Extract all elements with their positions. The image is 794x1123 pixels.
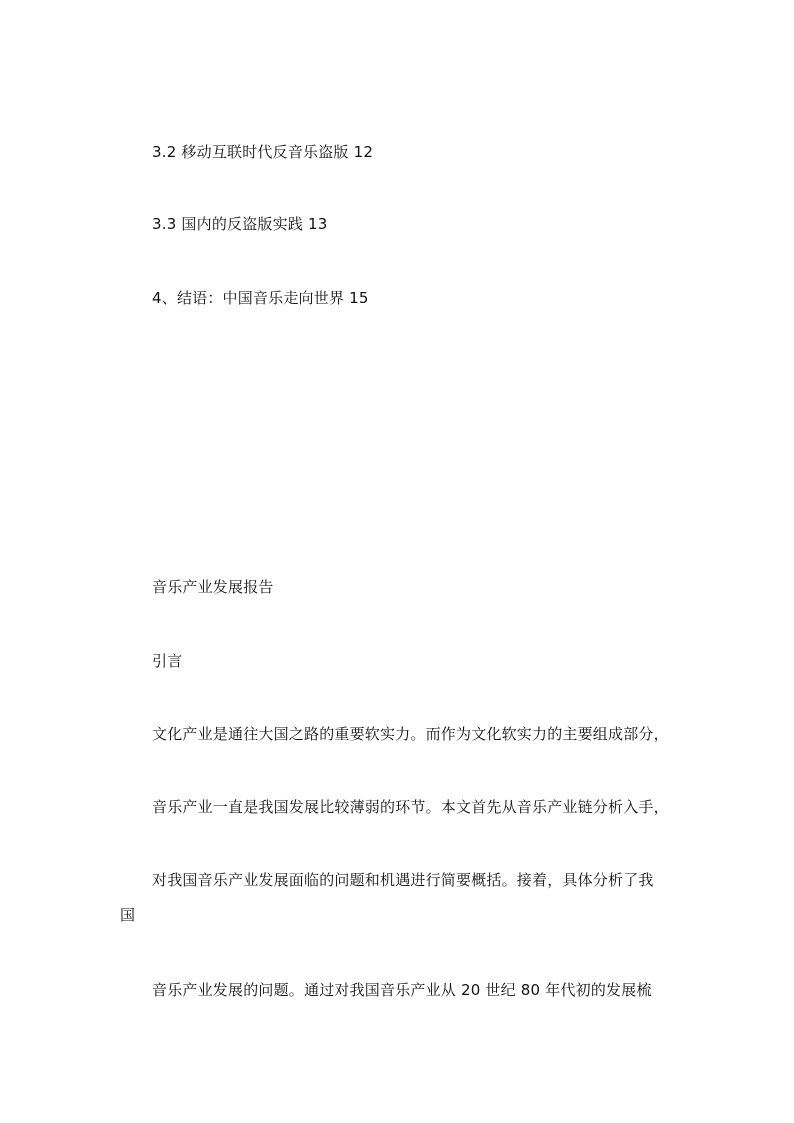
section-heading-introduction: 引言: [152, 652, 183, 670]
toc-entry-4: 4、结语：中国音乐走向世界 15: [152, 289, 369, 307]
body-line-3-wrap: 国: [120, 906, 136, 924]
body-line-4: 音乐产业发展的问题。通过对我国音乐产业从 20 世纪 80 年代初的发展梳: [152, 981, 652, 999]
report-title: 音乐产业发展报告: [152, 578, 274, 596]
body-line-3: 对我国音乐产业发展面临的问题和机遇进行简要概括。接着，具体分析了我: [152, 871, 654, 889]
toc-entry-3-3: 3.3 国内的反盗版实践 13: [152, 215, 328, 233]
toc-entry-3-2: 3.2 移动互联时代反音乐盗版 12: [152, 143, 374, 161]
body-line-1: 文化产业是通往大国之路的重要软实力。而作为文化软实力的主要组成部分，: [152, 725, 669, 743]
body-line-2: 音乐产业一直是我国发展比较薄弱的环节。本文首先从音乐产业链分析入手，: [152, 798, 669, 816]
